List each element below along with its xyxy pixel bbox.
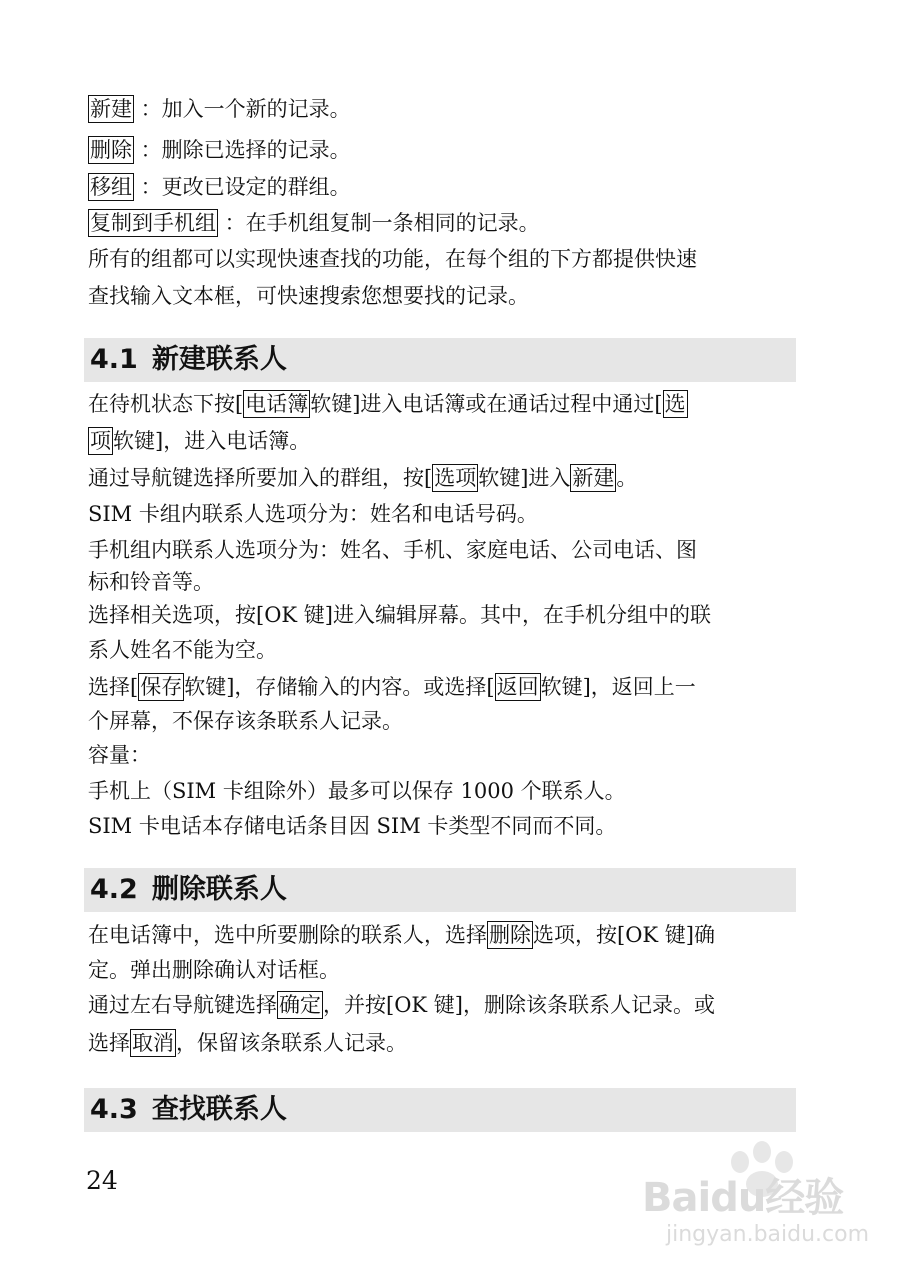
softkey-save-box: 保存 [140,675,183,699]
s41-line-4: SIM 卡组内联系人选项分为：姓名和电话号码。 [88,502,538,526]
section-4-2-heading: 删除联系人 [151,874,287,905]
s42-line-1 [88,920,715,950]
s41-line-5: 手机组内联系人选项分为：姓名、手机、家庭电话、公司电话、图 [88,538,697,562]
s42-text: ，保留该条联系人记录。 [176,1031,407,1055]
s42-text: 通过左右导航键选择 [88,993,277,1017]
softkey-delete-box: 删除 [90,138,132,162]
section-4-1-heading: 新建联系人 [151,344,287,375]
s41-text: 在待机状态下按[ [88,392,244,416]
option-cancel-box: 取消 [132,1031,174,1055]
s41-line-8: 系人姓名不能为空。 [88,638,277,662]
watermark-logo-text: Baidu经验 [642,1175,844,1221]
softkey-copy-box: 复制到手机组 [90,211,216,235]
option-confirm-box: 确定 [279,993,321,1017]
intro-delete-text: ：删除已选择的记录。 [134,138,351,162]
softkey-phonebook-box: 电话簿 [245,392,309,416]
option-delete-box: 删除 [489,923,531,947]
watermark-url: jingyan.baidu.com [666,1222,870,1247]
s41-line-1 [88,389,688,419]
intro-new-text: ：加入一个新的记录。 [134,97,351,121]
softkey-move-box: 移组 [90,175,132,199]
section-4-2-title [90,873,287,907]
s42-line-2: 定。弹出删除确认对话框。 [88,958,340,982]
intro-copy-text: ：在手机组复制一条相同的记录。 [218,211,540,235]
s41-line-13: SIM 卡电话本存储电话条目因 SIM 卡类型不同而不同。 [88,814,617,838]
s41-line-7: 选择相关选项，按[OK 键]进入编辑屏幕。其中，在手机分组中的联 [88,603,711,627]
softkey-back-box: 返回 [496,675,539,699]
intro-line-delete [88,135,351,165]
softkey-options-box-part1: 选 [664,392,686,416]
s41-line-3 [88,463,637,493]
s41-line-10: 个屏幕，不保存该条联系人记录。 [88,709,403,733]
intro-move-text: ：更改已设定的群组。 [134,175,351,199]
s42-text: 选择 [88,1031,130,1055]
s41-text: 软键]进入 [478,466,571,490]
s42-text: 选项，按[OK 键]确 [533,923,715,947]
intro-paragraph-line-1: 所有的组都可以实现快速查找的功能，在每个组的下方都提供快速 [88,247,697,271]
baidu-watermark [628,1140,888,1260]
page-number: 24 [86,1166,118,1195]
s41-line-2 [88,426,310,456]
s41-text: 。 [616,466,638,490]
softkey-new-box: 新建 [90,97,132,121]
intro-line-new [88,94,351,124]
softkey-new-box-2: 新建 [572,466,615,490]
s42-text: ，并按[OK 键]，删除该条联系人记录。或 [323,993,715,1017]
section-4-1-title [90,343,287,377]
s41-line-9 [88,672,696,702]
intro-line-move [88,172,351,202]
section-4-2-header [84,868,796,912]
s41-line-6: 标和铃音等。 [88,570,214,594]
s41-text: 软键]进入电话簿或在通话过程中通过[ [310,392,663,416]
section-4-1-number: 4.1 [90,344,138,375]
s41-line-11: 容量： [88,743,151,767]
intro-paragraph-line-2: 查找输入文本框，可快速搜索您想要找的记录。 [88,284,529,308]
s41-text: 通过导航键选择所要加入的群组，按[ [88,466,433,490]
s42-line-4 [88,1028,407,1058]
section-4-1-header [84,338,796,382]
intro-line-copy [88,208,540,238]
section-4-3-header [84,1088,796,1132]
section-4-2-number: 4.2 [90,874,138,905]
s41-text: 选择[ [88,675,139,699]
s42-line-3 [88,990,715,1020]
s42-text: 在电话簿中，选中所要删除的联系人，选择 [88,923,487,947]
softkey-options-box: 选项 [434,466,477,490]
s41-line-12: 手机上（SIM 卡组除外）最多可以保存 1000 个联系人。 [88,779,626,803]
section-4-3-number: 4.3 [90,1094,138,1125]
s41-text: 软键]，返回上一 [540,675,696,699]
s41-text: 软键]，进入电话簿。 [113,429,311,453]
section-4-3-title [90,1093,287,1127]
softkey-options-box-part2: 项 [90,429,111,453]
section-4-3-heading: 查找联系人 [151,1094,287,1125]
s41-text: 软键]，存储输入的内容。或选择[ [184,675,495,699]
